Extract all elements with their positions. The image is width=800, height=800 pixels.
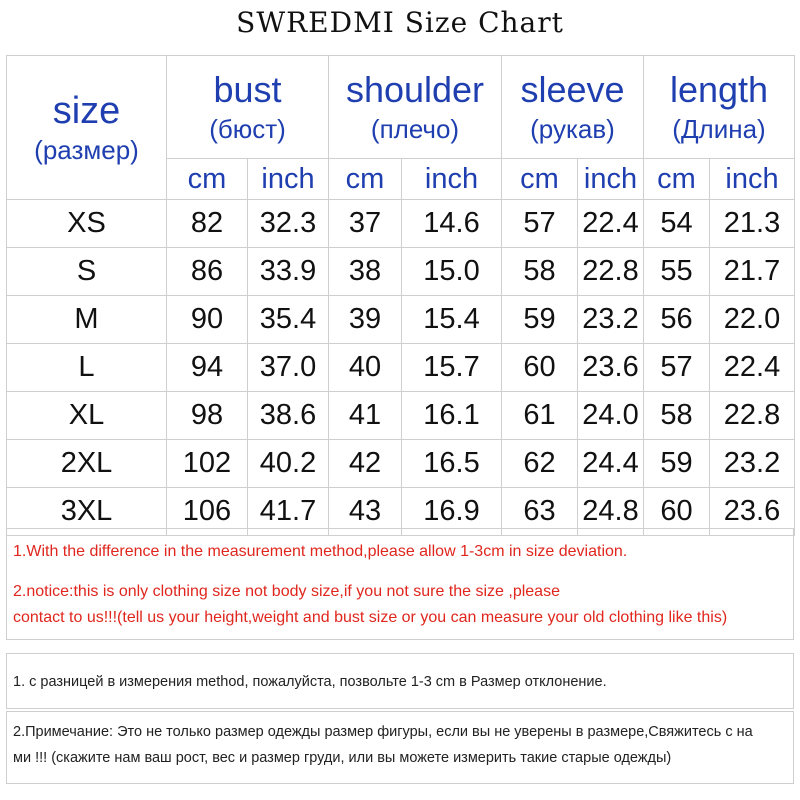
measurement-cell: 16.9 <box>402 488 502 536</box>
measurement-cell: 15.7 <box>402 344 502 392</box>
unit-cell: inch <box>710 159 795 200</box>
measurement-cell: 43 <box>329 488 402 536</box>
chart-title: SWREDMI Size Chart <box>236 6 564 39</box>
size-row <box>7 392 795 440</box>
measurement-cell: 22.4 <box>578 200 644 248</box>
measurement-cell: 63 <box>502 488 578 536</box>
unit-cell: cm <box>502 159 578 200</box>
measurement-cell: 56 <box>644 296 710 344</box>
size-row <box>7 200 795 248</box>
measurement-cell: 61 <box>502 392 578 440</box>
measurement-cell: 41.7 <box>248 488 329 536</box>
measurement-cell: 54 <box>644 200 710 248</box>
measurement-cell: 62 <box>502 440 578 488</box>
note-2-ru-line-1: 2.Примечание: Это не только размер одежды размер фигуры, если вы не уверены в размере,Свяжитесь с на <box>13 724 753 740</box>
measurement-cell: 38.6 <box>248 392 329 440</box>
measurement-cell: 90 <box>167 296 248 344</box>
size-header-cell <box>7 56 167 200</box>
measurement-cell: 57 <box>502 200 578 248</box>
measurement-cell: 60 <box>644 488 710 536</box>
measurement-cell: 59 <box>502 296 578 344</box>
unit-cell: inch <box>578 159 644 200</box>
measurement-cell: 102 <box>167 440 248 488</box>
measurement-cell: 14.6 <box>402 200 502 248</box>
measurement-cell: 32.3 <box>248 200 329 248</box>
measurement-cell: 15.0 <box>402 248 502 296</box>
measurement-cell: 40.2 <box>248 440 329 488</box>
note-1-en: 1.With the difference in the measurement method,please allow 1-3cm in size deviation. <box>13 543 628 560</box>
measurement-cell: 98 <box>167 392 248 440</box>
size-label-cell: S <box>7 248 167 296</box>
measurement-cell: 16.5 <box>402 440 502 488</box>
notes-english <box>6 528 794 640</box>
size-label-cell: XL <box>7 392 167 440</box>
length-header-ru: (Длина) <box>672 114 766 144</box>
shoulder-header-ru: (плечо) <box>370 114 460 144</box>
size-chart-table <box>6 55 795 536</box>
measurement-cell: 24.4 <box>578 440 644 488</box>
size-row <box>7 344 795 392</box>
measurement-cell: 106 <box>167 488 248 536</box>
size-row <box>7 440 795 488</box>
measurement-cell: 40 <box>329 344 402 392</box>
measurement-cell: 22.0 <box>710 296 795 344</box>
measurement-cell: 22.8 <box>578 248 644 296</box>
measurement-cell: 41 <box>329 392 402 440</box>
bust-header-cell <box>167 56 329 159</box>
size-label-cell: 3XL <box>7 488 167 536</box>
size-label-cell: 2XL <box>7 440 167 488</box>
size-rows <box>7 200 795 536</box>
measurement-cell: 21.3 <box>710 200 795 248</box>
note-2-en-line-2: contact to us!!!(tell us your height,weight and bust size or you can measure your old clothing like this) <box>13 609 728 626</box>
size-label-cell: L <box>7 344 167 392</box>
length-header-en: length <box>669 69 769 110</box>
measurement-cell: 35.4 <box>248 296 329 344</box>
note-2-en-line-1: 2.notice:this is only clothing size not body size,if you not sure the size ,please <box>13 583 560 600</box>
shoulder-header-cell <box>329 56 502 159</box>
note-2-ru-line-2: ми !!! (скажите нам ваш рост, вес и размер груди, или вы можете измерить такие старые одежды) <box>13 750 672 766</box>
measurement-cell: 23.6 <box>710 488 795 536</box>
measurement-cell: 82 <box>167 200 248 248</box>
notes-russian-2 <box>6 711 794 784</box>
sleeve-header-cell <box>502 56 644 159</box>
measurement-cell: 22.8 <box>710 392 795 440</box>
measurement-cell: 60 <box>502 344 578 392</box>
measurement-cell: 57 <box>644 344 710 392</box>
measurement-cell: 59 <box>644 440 710 488</box>
unit-cell: cm <box>167 159 248 200</box>
measurement-cell: 24.0 <box>578 392 644 440</box>
size-label-cell: XS <box>7 200 167 248</box>
bust-header-ru: (бюст) <box>209 114 286 144</box>
measurement-cell: 23.2 <box>578 296 644 344</box>
measurement-cell: 16.1 <box>402 392 502 440</box>
size-label-cell: M <box>7 296 167 344</box>
header-row <box>7 56 795 159</box>
measurement-cell: 23.6 <box>578 344 644 392</box>
unit-cell: cm <box>644 159 710 200</box>
notes-russian-1 <box>6 653 794 709</box>
measurement-cell: 22.4 <box>710 344 795 392</box>
size-header-ru: (размер) <box>34 134 139 165</box>
measurement-cell: 42 <box>329 440 402 488</box>
measurement-cell: 55 <box>644 248 710 296</box>
measurement-cell: 21.7 <box>710 248 795 296</box>
measurement-cell: 33.9 <box>248 248 329 296</box>
measurement-cell: 58 <box>502 248 578 296</box>
size-row <box>7 248 795 296</box>
shoulder-header-en: shoulder <box>345 69 485 110</box>
note-1-ru: 1. с разницей в измерения method, пожалуйста, позвольте 1-3 cm в Размер отклонение. <box>13 674 607 690</box>
unit-cell: inch <box>402 159 502 200</box>
measurement-cell: 24.8 <box>578 488 644 536</box>
length-header-cell <box>644 56 795 159</box>
unit-cell: cm <box>329 159 402 200</box>
size-row <box>7 296 795 344</box>
unit-cell: inch <box>248 159 329 200</box>
measurement-cell: 37 <box>329 200 402 248</box>
measurement-cell: 94 <box>167 344 248 392</box>
size-header-en: size <box>52 89 121 132</box>
sleeve-header-ru: (рукав) <box>530 114 615 144</box>
measurement-cell: 15.4 <box>402 296 502 344</box>
sleeve-header-en: sleeve <box>520 69 625 110</box>
measurement-cell: 37.0 <box>248 344 329 392</box>
measurement-cell: 58 <box>644 392 710 440</box>
measurement-cell: 38 <box>329 248 402 296</box>
measurement-cell: 23.2 <box>710 440 795 488</box>
measurement-cell: 39 <box>329 296 402 344</box>
measurement-cell: 86 <box>167 248 248 296</box>
bust-header-en: bust <box>213 69 282 110</box>
